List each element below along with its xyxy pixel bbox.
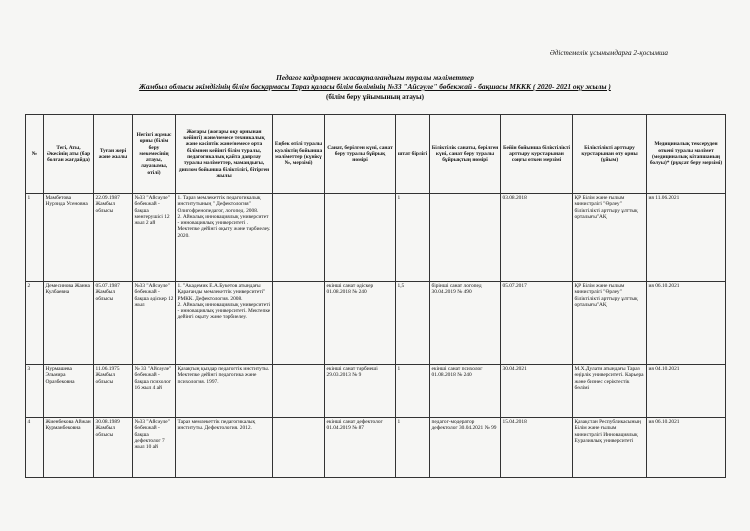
header-cell: Біліктілік санаты, берілген күні, санат беру туралы бұйрықтың нөмірі: [430, 115, 501, 194]
header-cell: Медициналық тексеруден өткені туралы мәлімет (медициналық кітапшаның болуы)* (рұқсат беру мерзімі): [647, 115, 726, 194]
cell-qual-category: бірінші санат логопед 30.04.2019 № 490: [430, 282, 501, 365]
cell-name: Нурмашева Эльмира Оразбековна: [44, 365, 94, 418]
cell-course-place: ҚР Білім және ғылым министрлігі "Өрлеу" біліктілікті арттыру ұлттық орталығы"АҚ: [573, 194, 647, 282]
cell-cert: [273, 282, 325, 365]
cell-category: екінші санат әдіскер 01.08.2018 № 240: [325, 282, 396, 365]
header-cell: Санат, берілген күні, санат беру туралы бұйрық нөмірі: [325, 115, 396, 194]
header-cell: Біліктілікті арттыру курстарынан өту орны (ұйым): [573, 115, 647, 194]
header-cell: Туған жері және жылы: [94, 115, 133, 194]
cell-education: 1. Тараз мемлекеттік педагогикалық институтының " Дефектология" Олигофренопедагог, логопед. 2008. 2. Айналық инновациялық университет - инновациялық университеті . Мектепке дейінгі оқыту және тәрбиелеу. 2020.: [176, 194, 273, 282]
cell-birth: 05.07.1987 Жамбыл облысы: [94, 282, 133, 365]
cell-education: Тараз мемлекеттік педагогикалық институты. Дефектология. 2012.: [176, 418, 273, 478]
cell-course-place: М.Х.Дулати атындағы Тараз өңірлік университеті. Карьера және бизнес серіктестік бөлімі: [573, 365, 647, 418]
table-row: [26, 194, 726, 282]
cell-birth: 22.09.1987 Жамбыл облысы: [94, 194, 133, 282]
cell-course-date: 05.07.2017: [501, 282, 573, 365]
header-cell: Бейін бойынша біліктілікті арттыру курстарынан соңғы өткен мерзімі: [501, 115, 573, 194]
cell-category: екінші санат дефектолог 01.04.2019 № 87: [325, 418, 396, 478]
cell-staff: 1: [396, 418, 430, 478]
cell-staff: 1: [396, 365, 430, 418]
staff-table: [25, 114, 726, 478]
cell-birth: 11.06.1975 Жамбыл облысы: [94, 365, 133, 418]
cell-work: № 33 "Айсәуле" бөбекжай - бақша психолог 16 жыл 4 ай: [133, 365, 176, 418]
cell-num: 3: [26, 365, 44, 418]
header-cell: Негізгі жұмыс орны (білім беру мекемесінің атауы, лауазымы, өтілі): [133, 115, 176, 194]
cell-medical: ия 06.10.2021: [647, 418, 726, 478]
table-row: [26, 365, 726, 418]
table-row: [26, 282, 726, 365]
cell-course-date: 30.04.2021: [501, 365, 573, 418]
appendix-note: Әдістемелік ұсынымдарға 2-қосымша: [549, 49, 668, 57]
cell-name: Демесинова Жанна Кулбаевна: [44, 282, 94, 365]
cell-category: [325, 194, 396, 282]
header-cell: Жоғары (жоғары оқу орнынан кейінгі) және/немесе техникалық және кәсіптік және/немесе орта білімнен кейінгі білім туралы, педагогикалық қайта даярлау туралы мәліметтер, мамандығы, диплом бойынша біліктілігі, бітірген жылы: [176, 115, 273, 194]
cell-staff: 1: [396, 194, 430, 282]
cell-course-date: 15.04.2018: [501, 418, 573, 478]
cell-birth: 30.08.1989 Жамбыл облысы: [94, 418, 133, 478]
cell-work: №33 "Айсәуле" бөбекжай - бақша әдіскер 12 жыл: [133, 282, 176, 365]
cell-num: 1: [26, 194, 44, 282]
cell-num: 2: [26, 282, 44, 365]
cell-medical: ия 11.06.2021: [647, 194, 726, 282]
organization-caption: (білім беру ұйымының атауы): [325, 93, 425, 101]
cell-qual-category: [430, 194, 501, 282]
cell-education: 1. "Академик Е.А.Букетов атындағы Қарағанды мемлекеттік университеті" РМКК. Дефектология. 2008. 2. Айналық инновациялық университеті - инновациялық университеті. Мектепке дейінгі оқыту және тәрбиелеу.: [176, 282, 273, 365]
cell-cert: [273, 365, 325, 418]
cell-category: екінші санат тәрбиеші 29.03.2013 № 9: [325, 365, 396, 418]
cell-qual-category: екінші санат психолог 01.08.2018 № 240: [430, 365, 501, 418]
cell-course-place: Қазақстан Республикасының Білім және ғылым министрлігі Инновациялық Еуразиялық университеті: [573, 418, 647, 478]
header-cell: №: [26, 115, 44, 194]
header-cell: штат бірлігі: [396, 115, 430, 194]
cell-course-place: ҚР Білім және ғылым министрлігі "Өрлеу" біліктілікті арттыру ұлттық орталығы"АҚ: [573, 282, 647, 365]
cell-work: №33 "Айсәуле" бөбекжай - бақша мөнгерушісі 12 жыл 2 ай: [133, 194, 176, 282]
cell-cert: [273, 418, 325, 478]
cell-medical: ия 04.10.2021: [647, 365, 726, 418]
organization-title: Жамбыл облысы әкімдігінің білім басқармасы Тараз қаласы білім бөлімінің №33 "Айсәуле" бөбекжай - бақшасы МККК ( 2020- 2021 оқу жылы ): [139, 82, 611, 91]
cell-education: Қазақтың қыздар педагогтік институты. Мектепке дейінгі педагогика және психология. 1997.: [176, 365, 273, 418]
cell-name: Мамбетова Нурзида Усеновна: [44, 194, 94, 282]
document-title: Педагог кадрлармен жасақталғандығы туралы мәліметтер: [276, 73, 474, 82]
table-header-row: [26, 115, 726, 194]
cell-cert: [273, 194, 325, 282]
cell-staff: 1,5: [396, 282, 430, 365]
cell-course-date: 03.08.2018: [501, 194, 573, 282]
table-row: [26, 418, 726, 478]
cell-name: Жиенбекова Айжан Курманбековна: [44, 418, 94, 478]
cell-qual-category: педагог-модератор дефектолог 30.04.2021 № 99: [430, 418, 501, 478]
header-cell: Еңбек өтілі туралы куәліктің бойынша мәліметтер (күнікү №, мерзімі): [273, 115, 325, 194]
cell-num: 4: [26, 418, 44, 478]
header-cell: Тегі, Аты, Әкесінің аты (бар болған жағдайда): [44, 115, 94, 194]
cell-work: №33 "Айсәуле" бөбекжай - бақша дефектолог 7 жыл 10 ай: [133, 418, 176, 478]
cell-medical: ия 06.10.2021: [647, 282, 726, 365]
